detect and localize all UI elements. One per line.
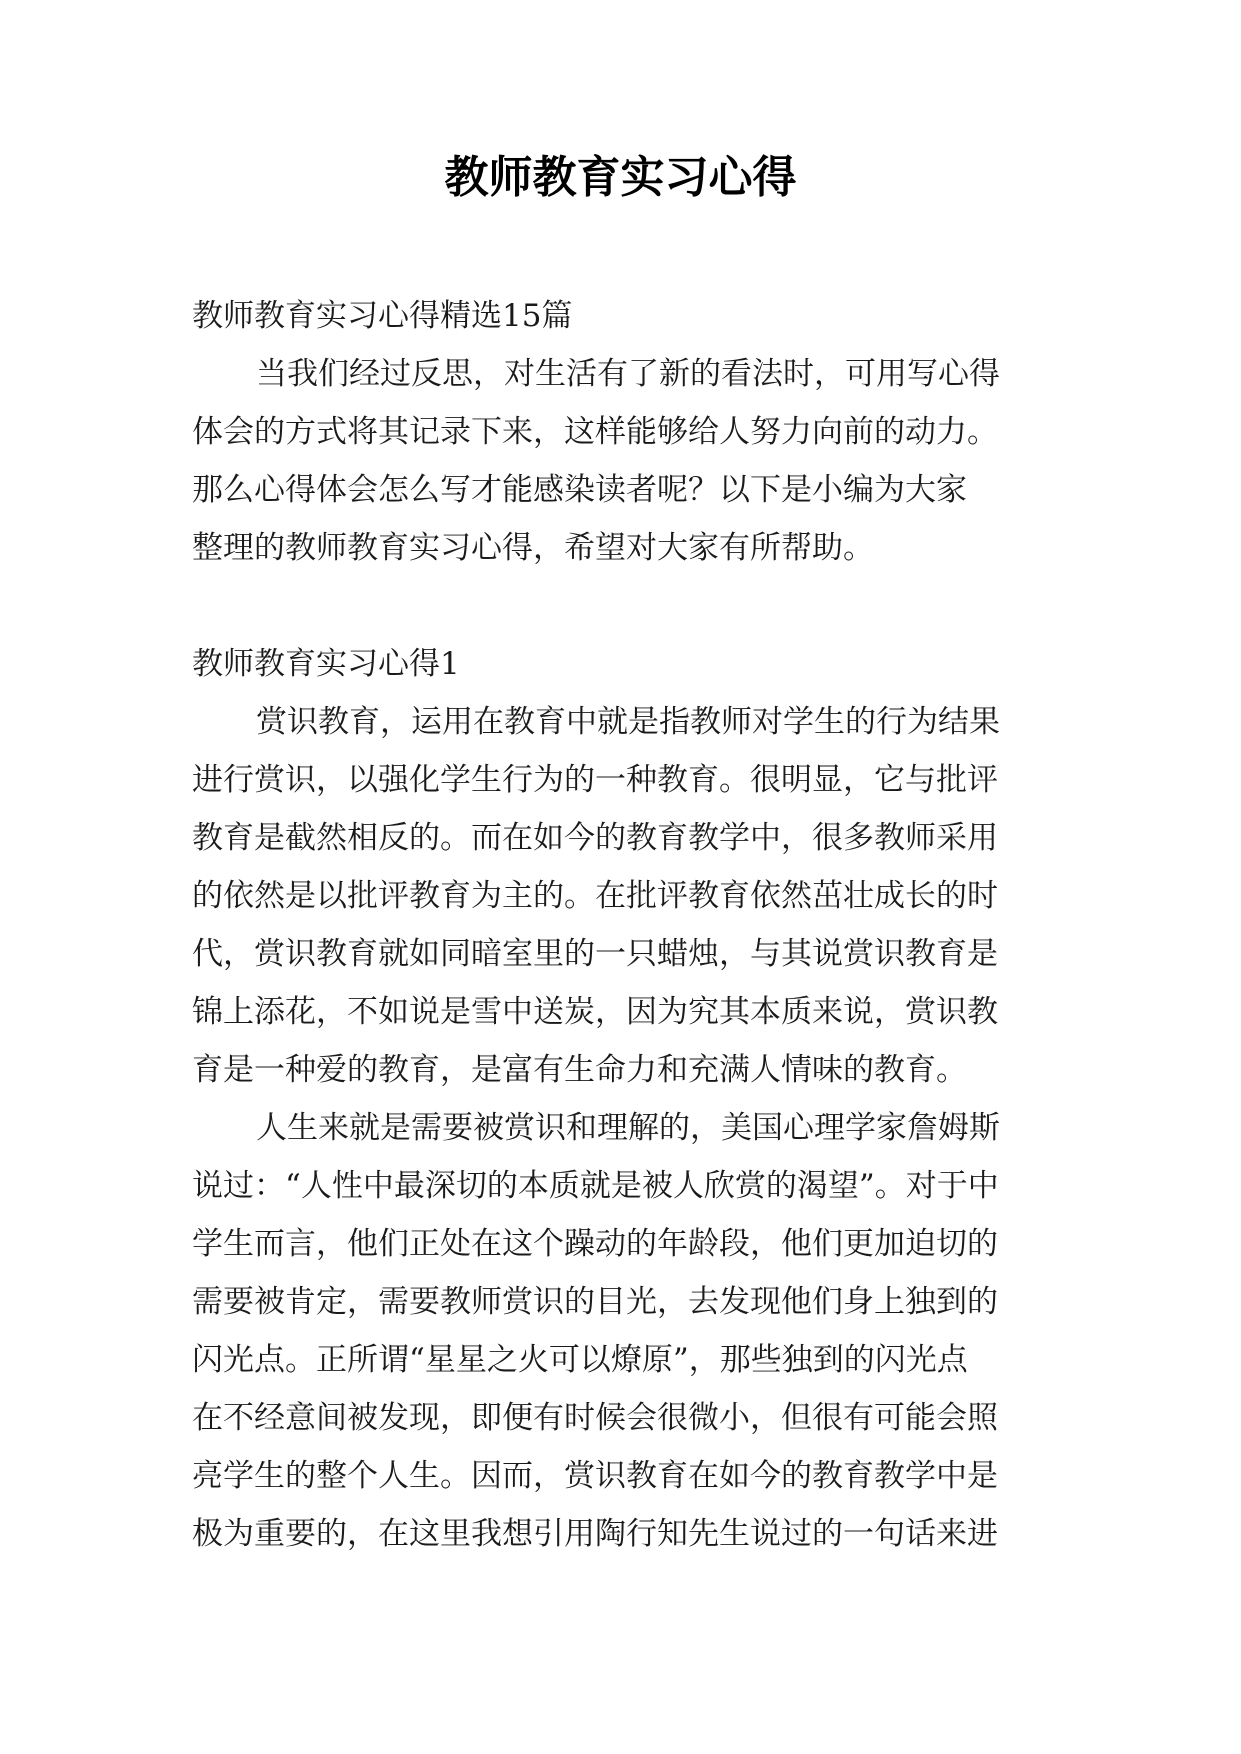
- intro-line: 当我们经过反思，对生活有了新的看法时，可用写心得: [256, 356, 1000, 392]
- paragraph1-line: 锦上添花，不如说是雪中送炭，因为究其本质来说，赏识教: [192, 994, 998, 1030]
- paragraph1-line: 代，赏识教育就如同暗室里的一只蜡烛，与其说赏识教育是: [192, 936, 998, 972]
- paragraph1-line: 育是一种爱的教育，是富有生命力和充满人情味的教育。: [192, 1052, 967, 1088]
- document-subtitle: 教师教育实习心得精选15篇: [192, 298, 573, 334]
- paragraph2-line: 说过：“人性中最深切的本质就是被人欣赏的渴望”。对于中: [192, 1168, 999, 1204]
- paragraph2-line: 在不经意间被发现，即便有时候会很微小，但很有可能会照: [192, 1400, 998, 1436]
- paragraph1-line: 进行赏识，以强化学生行为的一种教育。很明显，它与批评: [192, 762, 998, 798]
- intro-line: 整理的教师教育实习心得，希望对大家有所帮助。: [192, 530, 874, 566]
- paragraph2-line: 学生而言，他们正处在这个躁动的年龄段，他们更加迫切的: [192, 1226, 998, 1262]
- paragraph1-line: 教育是截然相反的。而在如今的教育教学中，很多教师采用: [192, 820, 998, 856]
- paragraph2-line: 极为重要的，在这里我想引用陶行知先生说过的一句话来进: [192, 1516, 998, 1552]
- paragraph2-line: 人生来就是需要被赏识和理解的，美国心理学家詹姆斯: [256, 1110, 1000, 1146]
- paragraph1-line: 赏识教育，运用在教育中就是指教师对学生的行为结果: [256, 704, 1000, 740]
- document-title: 教师教育实习心得: [444, 152, 797, 203]
- paragraph1-line: 的依然是以批评教育为主的。在批评教育依然茁壮成长的时: [192, 878, 998, 914]
- paragraph2-line: 闪光点。正所谓“星星之火可以燎原”，那些独到的闪光点: [192, 1342, 968, 1378]
- paragraph2-line: 需要被肯定，需要教师赏识的目光，去发现他们身上独到的: [192, 1284, 998, 1320]
- section-heading: 教师教育实习心得1: [192, 646, 460, 682]
- intro-line: 体会的方式将其记录下来，这样能够给人努力向前的动力。: [192, 414, 998, 450]
- paragraph2-line: 亮学生的整个人生。因而，赏识教育在如今的教育教学中是: [192, 1458, 998, 1494]
- intro-line: 那么心得体会怎么写才能感染读者呢？以下是小编为大家: [192, 472, 967, 508]
